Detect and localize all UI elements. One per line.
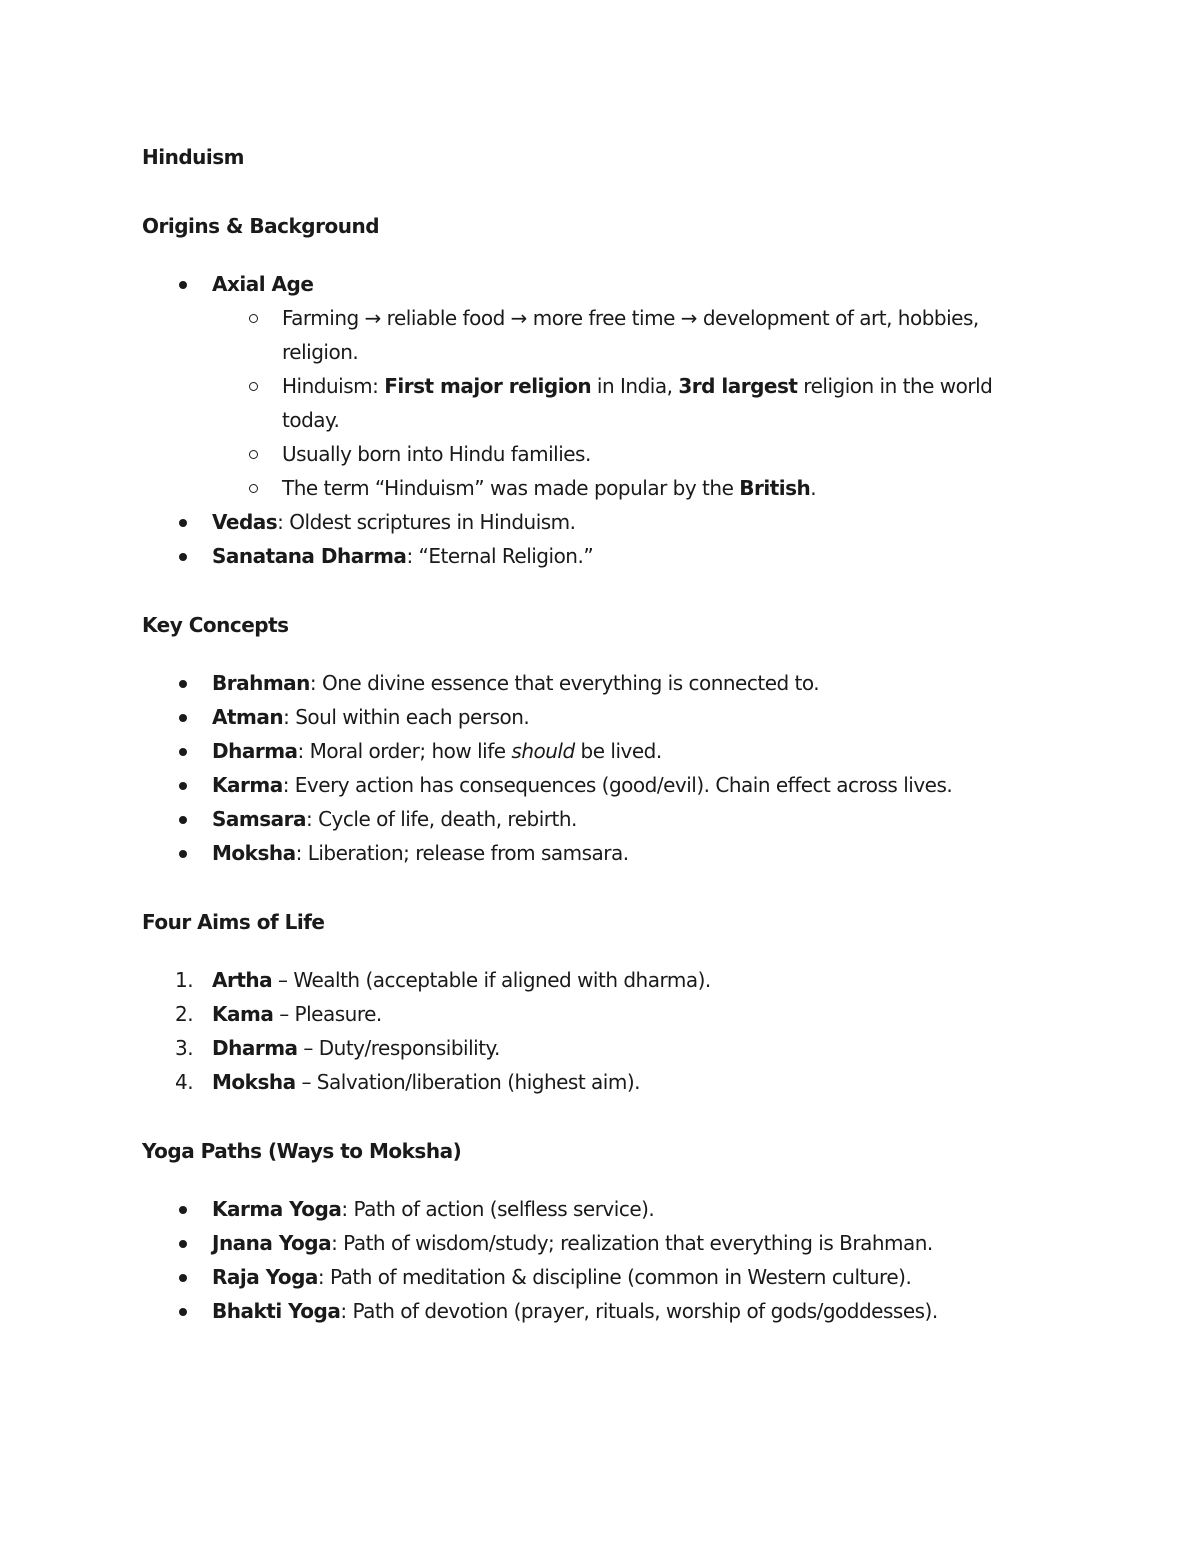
document-page — [142, 140, 1042, 1328]
list-item-atman: Atman: Soul within each person. — [142, 700, 1042, 734]
list-item-dharma-aim: 3. Dharma – Duty/responsibility. — [175, 1036, 500, 1060]
list-item-bhakti-yoga: Bhakti Yoga: Path of devotion (prayer, rituals, worship of gods/goddesses). — [142, 1294, 1042, 1328]
list-item-karma: Karma: Every action has consequences (good/evil). Chain effect across lives. — [142, 768, 1042, 802]
list-item-samsara: Samsara: Cycle of life, death, rebirth. — [142, 802, 1042, 836]
origins-list — [142, 267, 1042, 573]
yoga-paths-list — [142, 1192, 1042, 1328]
sublist-item-hinduism: Hinduism: First major religion in India, 3rd largest religion in the world today. — [142, 369, 1042, 437]
list-item-moksha: Moksha: Liberation; release from samsara. — [142, 836, 1042, 870]
list-item-dharma: Dharma: Moral order; how life should be lived. — [142, 734, 1042, 768]
list-item-brahman: Brahman: One divine essence that everything is connected to. — [142, 666, 1042, 700]
list-item-axial-age: Axial Age — [142, 267, 1042, 301]
yoga-paths-heading: Yoga Paths (Ways to Moksha) — [142, 1139, 462, 1163]
list-item-raja-yoga: Raja Yoga: Path of meditation & discipline (common in Western culture). — [142, 1260, 1042, 1294]
list-item-artha: 1. Artha – Wealth (acceptable if aligned with dharma). — [175, 968, 711, 992]
list-item-sanatana-dharma: Sanatana Dharma: “Eternal Religion.” — [142, 539, 1042, 573]
list-item-vedas: Vedas: Oldest scriptures in Hinduism. — [142, 505, 1042, 539]
sublist-item-farming: Farming → reliable food → more free time → development of art, hobbies, religion. — [142, 301, 1042, 369]
origins-heading: Origins & Background — [142, 214, 380, 238]
list-item-moksha-aim: 4. Moksha – Salvation/liberation (highest aim). — [175, 1070, 641, 1094]
list-item-kama: 2. Kama – Pleasure. — [175, 1002, 382, 1026]
list-item-karma-yoga: Karma Yoga: Path of action (selfless service). — [142, 1192, 1042, 1226]
document-title: Hinduism — [142, 145, 244, 169]
sublist-item-term: The term “Hinduism” was made popular by the British. — [142, 471, 1042, 505]
four-aims-list — [142, 963, 1042, 1099]
list-item-jnana-yoga: Jnana Yoga: Path of wisdom/study; realization that everything is Brahman. — [142, 1226, 1042, 1260]
key-concepts-list — [142, 666, 1042, 870]
four-aims-heading: Four Aims of Life — [142, 910, 325, 934]
key-concepts-heading: Key Concepts — [142, 613, 289, 637]
sublist-item-born: Usually born into Hindu families. — [142, 437, 1042, 471]
